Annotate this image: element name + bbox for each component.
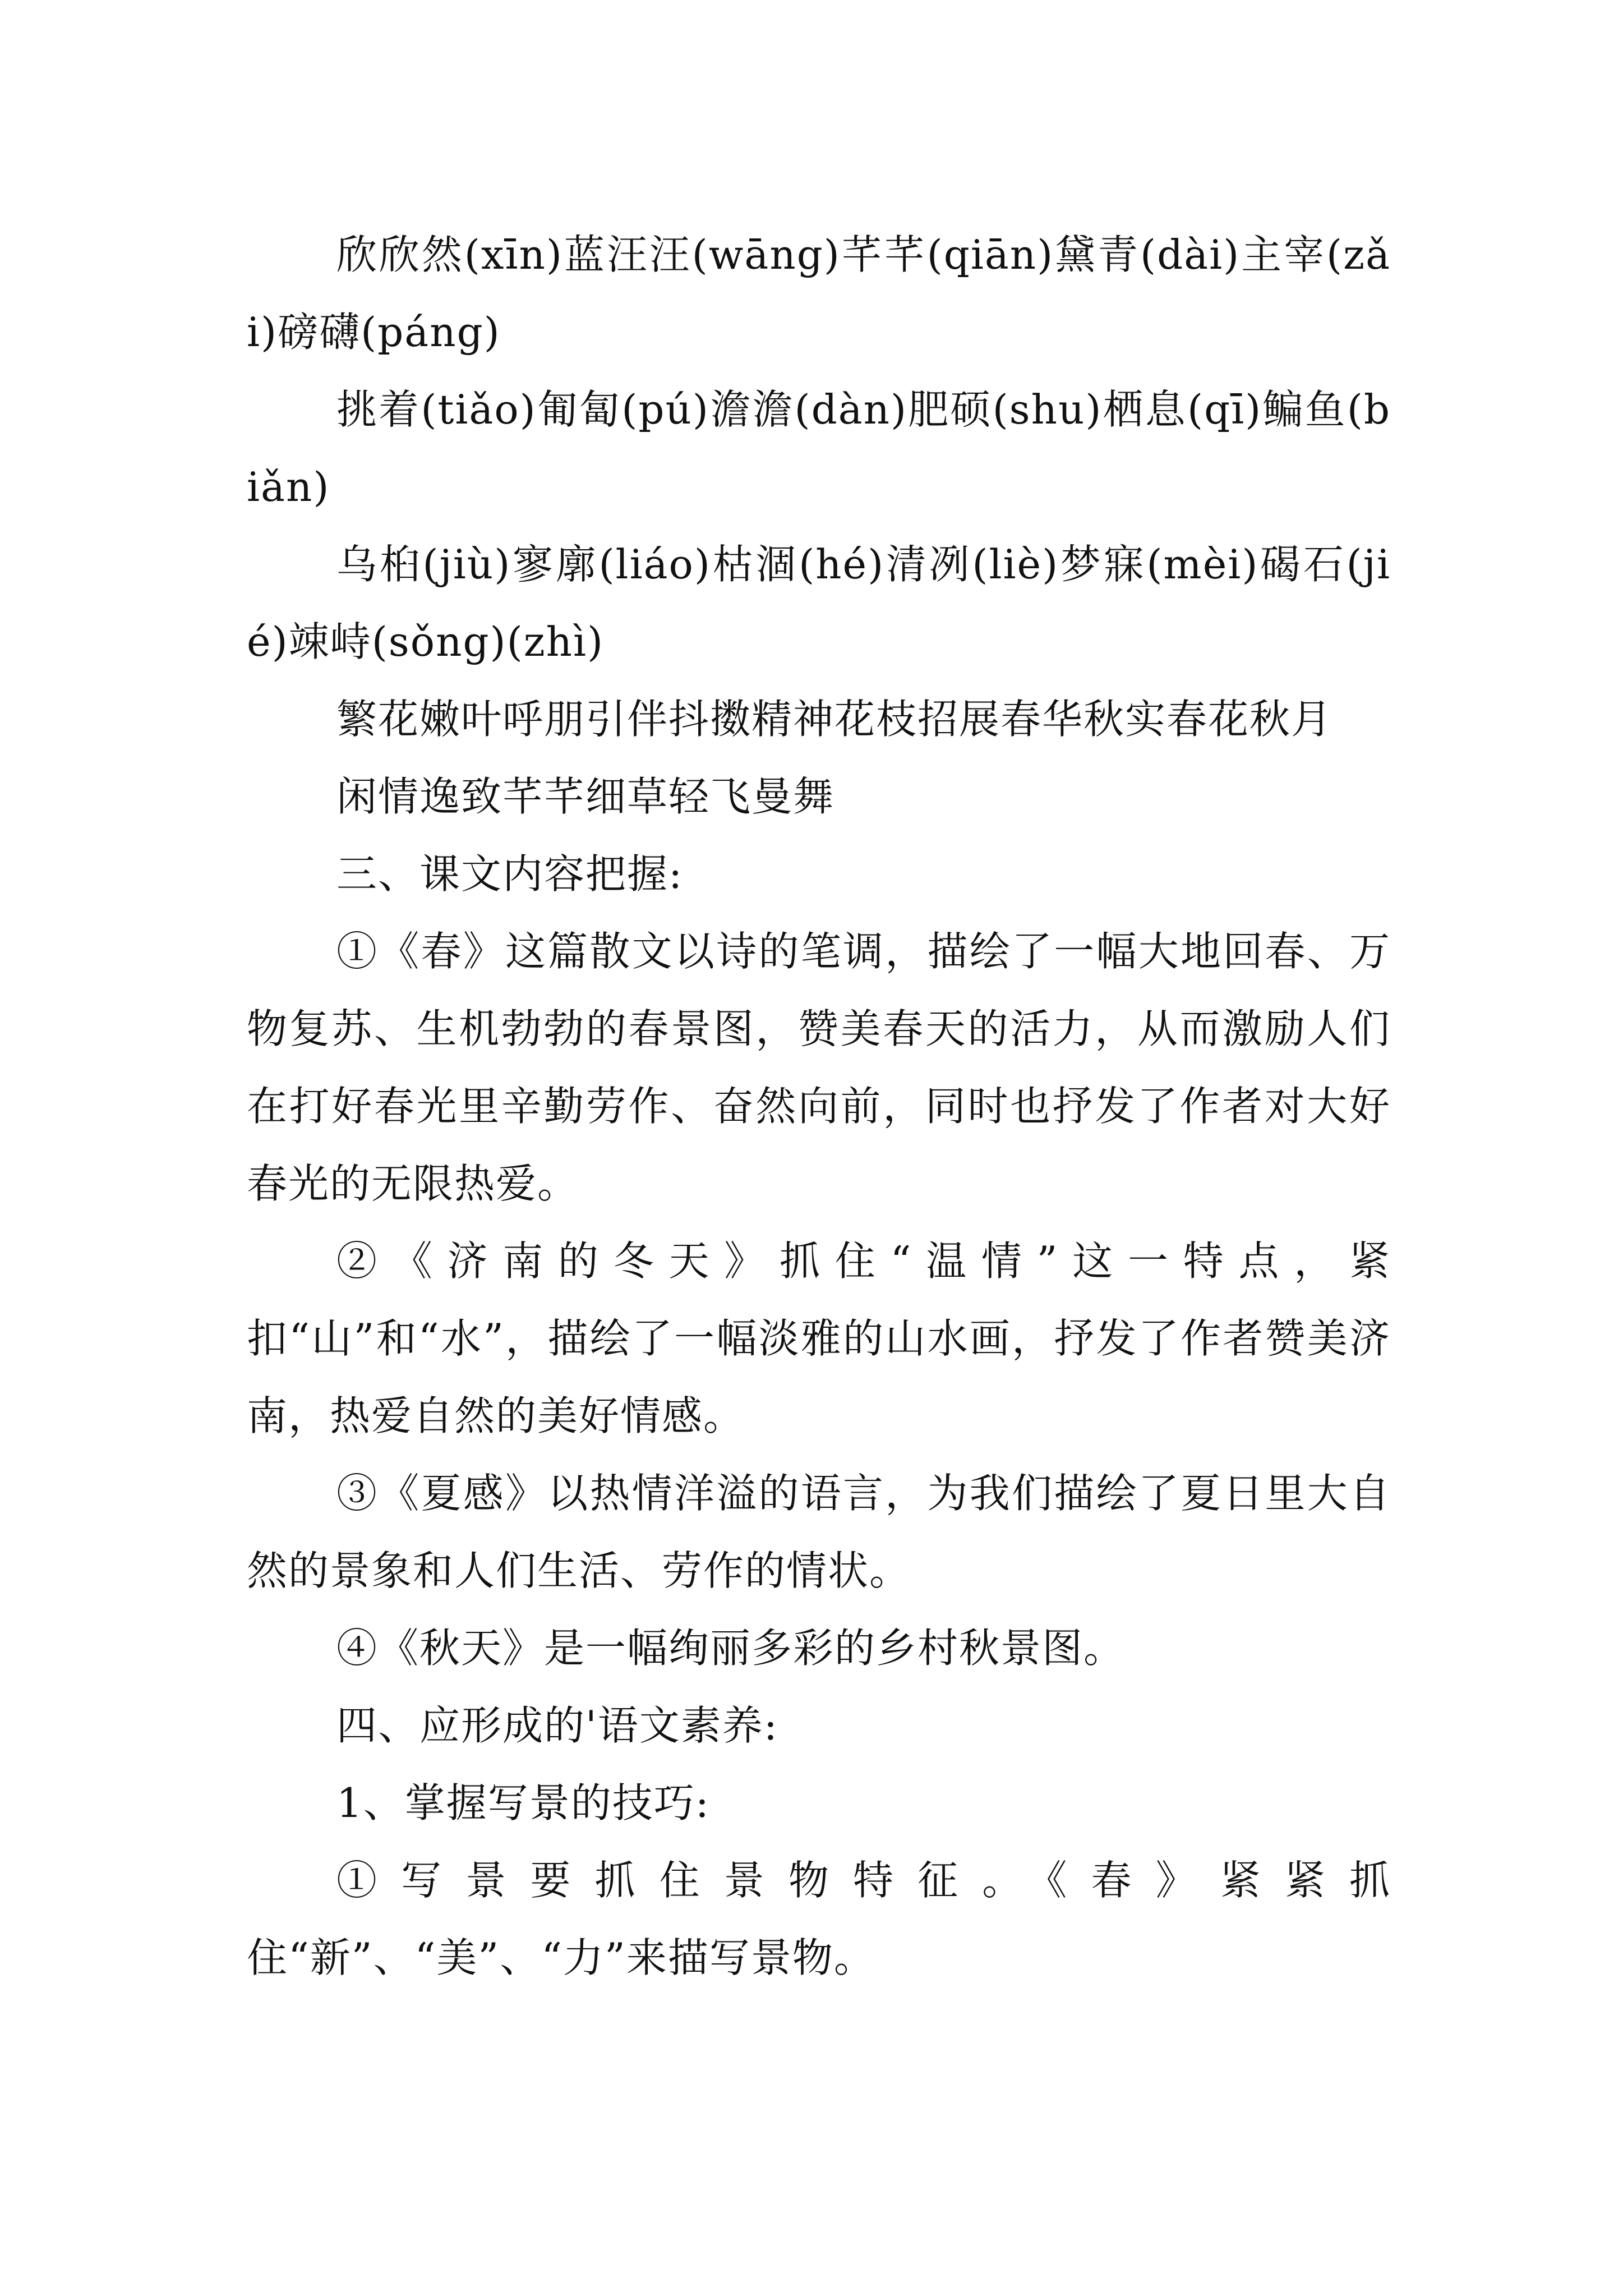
vocab-pinyin-line-3: 乌桕(jiù)寥廓(liáo)枯涸(hé)清冽(liè)梦寐(mèi)碣石(jié)竦峙(sǒng)(zhì) — [247, 541, 1391, 665]
content-item-spring: ①《春》这篇散文以诗的笔调，描绘了一幅大地回春、万物复苏、生机勃勃的春景图，赞美春天的活力，从而激励人们在打好春光里辛勤劳作、奋然向前，同时也抒发了作者对大好春光的无限热爱。 — [247, 928, 1391, 1207]
section-heading-content: 三、课文内容把握: — [336, 850, 684, 898]
content-item-jinan-winter: ②《济南的冬天》抓住“温情”这一特点，紧扣“山”和“水”，描绘了一幅淡雅的山水画，抒发了作者赞美济南，热爱自然的美好情感。 — [247, 1237, 1391, 1439]
vocab-words-line-1: 繁花嫩叶呼朋引伴抖擞精神花枝招展春华秋实春花秋月 — [336, 696, 1333, 743]
content-item-summer: ③《夏感》以热情洋溢的语言，为我们描绘了夏日里大自然的景象和人们生活、劳作的情状。 — [247, 1470, 1391, 1594]
vocab-words-line-2: 闲情逸致芊芊细草轻飞曼舞 — [336, 773, 835, 820]
scene-writing-tip-1: ①写景要抓住景物特征。《春》紧紧抓住“新”、“美”、“力”来描写景物。 — [247, 1857, 1391, 1981]
document-page — [247, 216, 1391, 1996]
content-item-autumn: ④《秋天》是一幅绚丽多彩的乡村秋景图。 — [336, 1625, 1126, 1672]
subheading-scene-writing: 1、掌握写景的技巧: — [336, 1779, 711, 1826]
vocab-pinyin-line-1: 欣欣然(xīn)蓝汪汪(wāng)芊芊(qiān)黛青(dài)主宰(zǎi)磅礴(páng) — [247, 231, 1391, 356]
vocab-pinyin-line-2: 挑着(tiǎo)匍匐(pú)澹澹(dàn)肥硕(shu)栖息(qī)鳊鱼(biǎn) — [247, 386, 1391, 510]
section-heading-literacy: 四、应形成的'语文素养: — [336, 1702, 779, 1749]
